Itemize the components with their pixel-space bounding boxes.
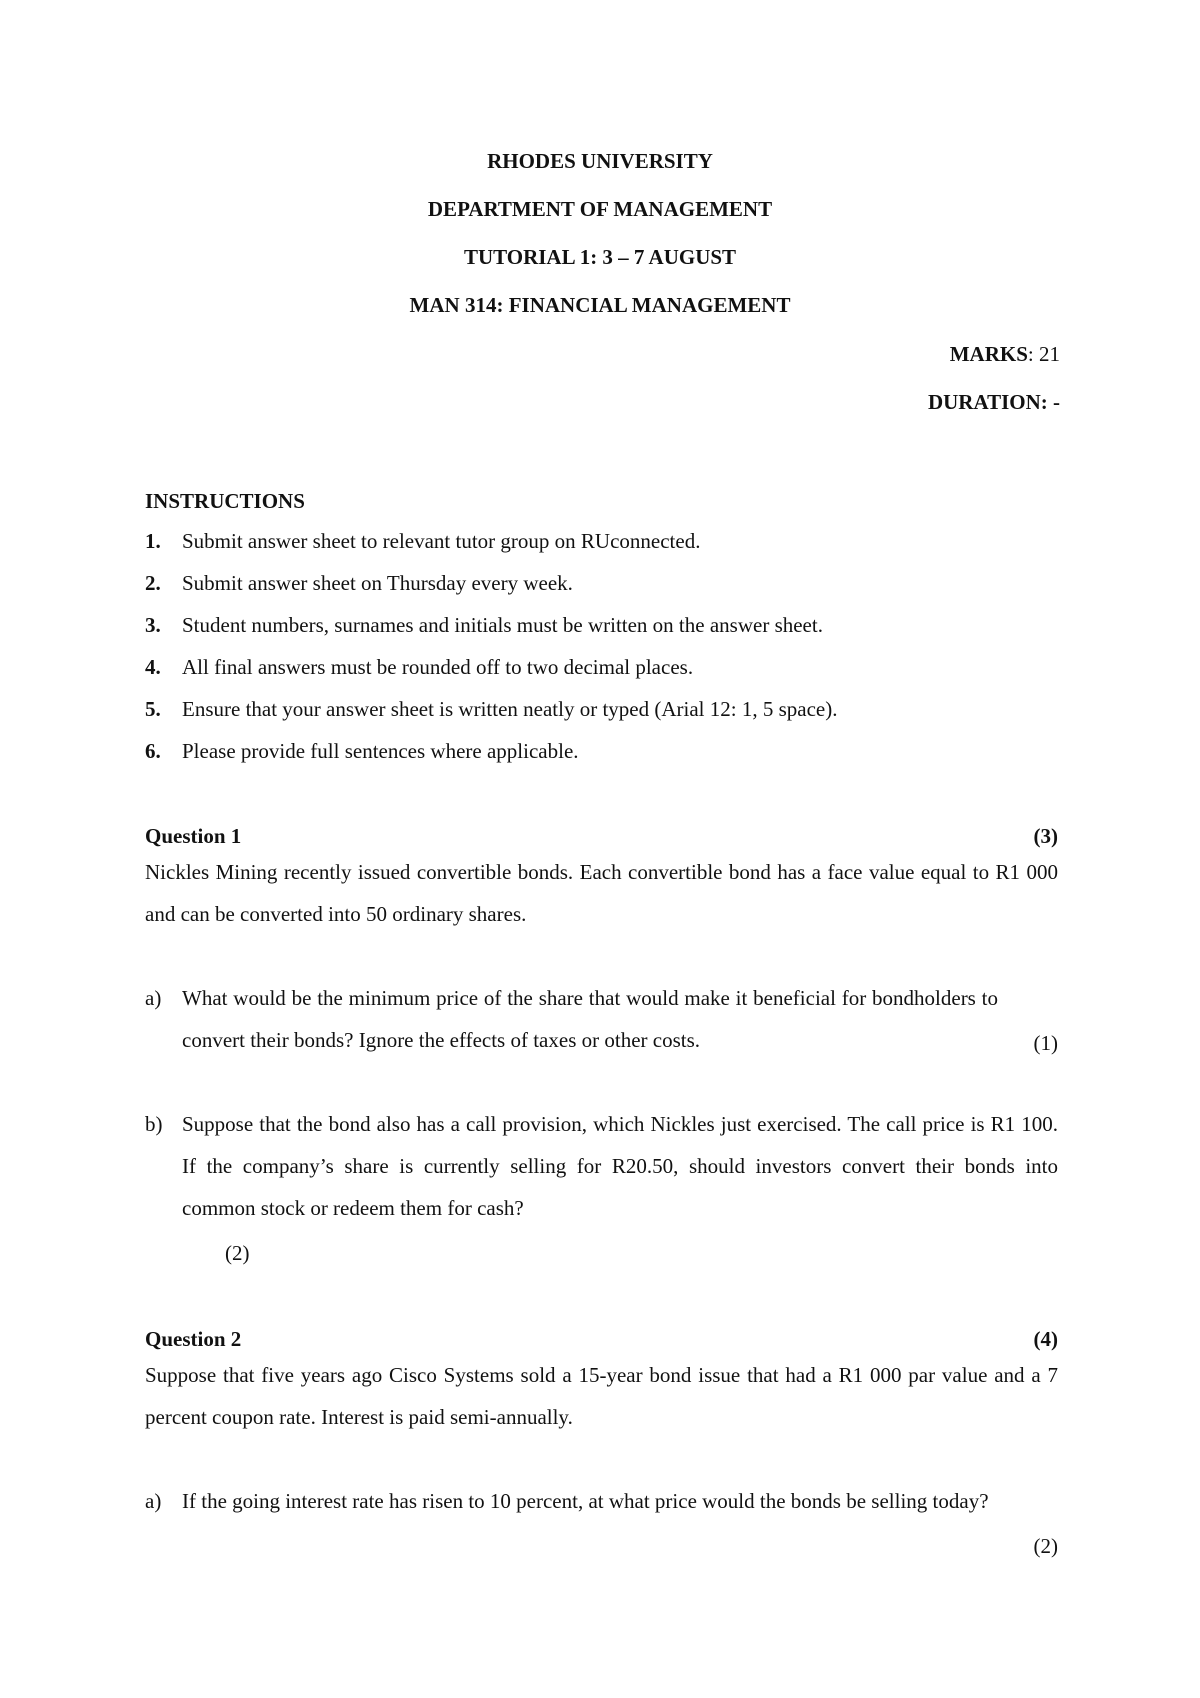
duration-label: DURATION: [927, 390, 1048, 414]
marks-label: MARKS [949, 342, 1028, 366]
instruction-number: 6. [145, 739, 161, 763]
part-b-marks: (2) [225, 1241, 250, 1265]
part-text: Suppose that the bond also has a call provision, which Nickles just exercised. The call price is R1 100. If the company’s share is currently selling for R20.50, should investors convert their bonds into common stock or redeem them for cash? [182, 1112, 1058, 1220]
instruction-number: 4. [145, 655, 161, 679]
question-marks: (3) [1033, 824, 1058, 848]
marks-line [950, 341, 1060, 367]
instruction-text: Submit answer sheet on Thursday every week. [182, 571, 573, 595]
question-2-heading [145, 1326, 1058, 1352]
instruction-item [145, 738, 579, 764]
department-title: DEPARTMENT OF MANAGEMENT [427, 197, 773, 221]
part-text: What would be the minimum price of the share that would make it beneficial for bondholders to convert their bonds? Ignore the effects of taxes or other costs. [182, 986, 998, 1052]
instruction-item [145, 654, 693, 680]
question-2-part-a-marks: (2) [1033, 1534, 1058, 1558]
instruction-text: Ensure that your answer sheet is written neatly or typed (Arial 12: 1, 5 space). [182, 697, 838, 721]
part-text: If the going interest rate has risen to 10 percent, at what price would the bonds be selling today? [182, 1489, 989, 1513]
question-title: Question 2 [145, 1327, 242, 1351]
duration-line [928, 389, 1060, 415]
question-title: Question 1 [145, 824, 242, 848]
question-1-part-a [145, 977, 1058, 1061]
instruction-item [145, 570, 573, 596]
question-2-part-a [145, 1480, 1058, 1522]
instruction-text: Submit answer sheet to relevant tutor group on RUconnected. [182, 529, 701, 553]
instruction-item [145, 612, 823, 638]
instruction-number: 5. [145, 697, 161, 721]
instruction-text: Please provide full sentences where applicable. [182, 739, 579, 763]
question-1-heading [145, 823, 1058, 849]
instruction-item [145, 528, 700, 554]
instructions-heading: INSTRUCTIONS [145, 489, 305, 513]
tutorial-title: TUTORIAL 1: 3 – 7 AUGUST [463, 245, 737, 269]
instruction-number: 2. [145, 571, 161, 595]
instruction-item [145, 696, 837, 722]
instruction-text: Student numbers, surnames and initials must be written on the answer sheet. [182, 613, 823, 637]
part-letter: a) [145, 986, 162, 1010]
part-letter: b) [145, 1112, 163, 1136]
instruction-number: 3. [145, 613, 161, 637]
duration-value: - [1047, 390, 1060, 414]
question-1-part-b [145, 1103, 1058, 1229]
question-1-intro: Nickles Mining recently issued convertible bonds. Each convertible bond has a face value equal to R1 000 and can be converted into 50 ordinary shares. [145, 860, 1058, 926]
marks-value: : 21 [1027, 342, 1060, 366]
question-marks: (4) [1033, 1327, 1058, 1351]
part-a-marks: (1) [1033, 1031, 1058, 1055]
instruction-text: All final answers must be rounded off to two decimal places. [182, 655, 694, 679]
course-title: MAN 314: FINANCIAL MANAGEMENT [409, 293, 791, 317]
part-letter: a) [145, 1489, 162, 1513]
university-title: RHODES UNIVERSITY [487, 149, 713, 173]
question-2-intro: Suppose that five years ago Cisco Systems sold a 15-year bond issue that had a R1 000 par value and a 7 percent coupon rate. Interest is paid semi-annually. [145, 1363, 1058, 1429]
instruction-number: 1. [145, 529, 161, 553]
